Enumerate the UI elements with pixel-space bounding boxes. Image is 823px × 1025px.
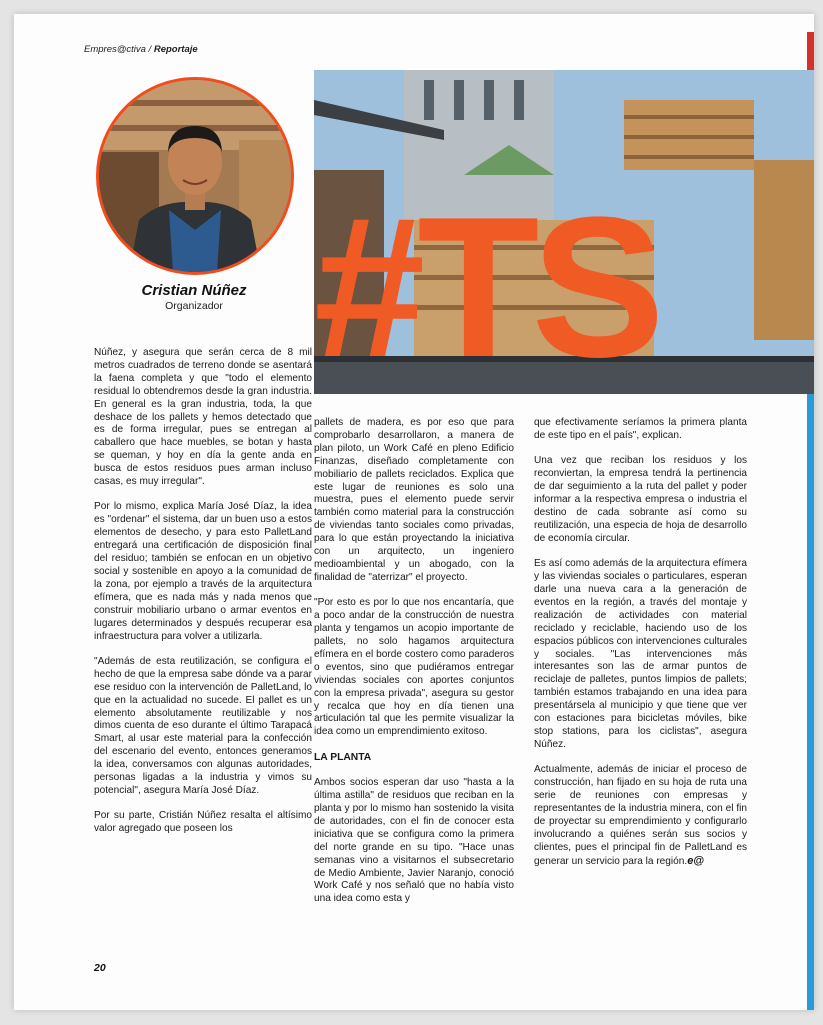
col2-paragraph-1: pallets de madera, es por eso que para comprobarlo desarrollaron, a manera de plan piloto, un Work Café en pleno Edificio Finanzas, diseñado completamente con mobiliario de pallets reciclados. Explica que este lugar de reuniones es solo una muestra, pues el elemento puede servir también como material para la construcción de viviendas tanto sociales como privadas, para lo que están proyectando la iniciativa con un arquitecto, un ingeniero medioambiental y un abogado, con la finalidad de "aterrizar" el proyecto. bbox=[314, 417, 514, 583]
col1-paragraph-2: Por lo mismo, explica María José Díaz, la idea es "ordenar" el sistema, dar un buen uso a estos elementos de desecho, y para esto PalletLand entregará una certificación de disposición final del residuo; también se enfocan en un objetivo social y sostenible en apoyo a la comunidad de la zona, por ejemplo a través de la arquitectura efímera, que es nada más y nada menos que construir mobiliario urbano o armar eventos en lugares determinados y después recuperar esa infraestructura para volver a utilizarla. bbox=[94, 501, 312, 642]
portrait-illustration bbox=[99, 80, 291, 272]
header-section: Reportaje bbox=[153, 44, 198, 55]
portrait-name: Cristian Núñez bbox=[141, 282, 247, 299]
section-subhead: LA PLANTA bbox=[314, 751, 372, 763]
col2-paragraph-2: "Por esto es por lo que nos encantaría, que a poco andar de la construcción de nuestra planta y tengamos un acopio importante de pallets, no solo hagamos arquitectura efímera en el borde costero como paraderos o eventos, sino que pudiéramos entregar viviendas sociales con aportes conjuntos con la empresa privada", asegura su gestor y recalca que hoy en día tienen una articulación tal que les permite visualizar la idea como un emprendimiento exitoso. bbox=[314, 597, 514, 738]
col3-paragraph-2: Una vez que reciban los residuos y los reconviertan, la empresa tendrá la pertinencia de dar seguimiento a la ruta del pallet y poder informar a la respectiva empresa o industria el destino de cada sobrante así como su reutilización, una especia de hoja de desarrollo de economía circular. bbox=[534, 455, 747, 544]
col1-paragraph-4: Por su parte, Cristián Núñez resalta el altísimo valor agregado que poseen los bbox=[94, 810, 312, 835]
col1-paragraph-1: Núñez, y asegura que serán cerca de 8 mil metros cuadrados de terreno donde se asentará la faena completa y que "todo el elemento residual lo obtendremos desde la gran industria. En general es la gran industria, toda, la que deshace de los pallets y hemos detectado que es de forma irregular, pues se entregan al caballero que hace muebles, se botan y hasta se queman, y hoy en día la gente anda en busca de estos residuos pues arman incluso casas, es muy irregular". bbox=[94, 347, 312, 488]
col3-paragraph-3: Es así como además de la arquitectura efímera y las viviendas sociales o particulares, esperan darle una nueva cara a la generación de eventos en la región, a través del montaje y realización de actividades con material reciclado y reciclable, haciendo uso de los espacios públicos con intervenciones culturales y sociales. "Las intervenciones más interesantes son las de armar puntos de reciclaje de palletes, puntos limpios de pallets; también estamos trabajando en una idea para presentársela al municipio y que tiene que ver con estaciones para bicicletas móviles, bike stop stations, para los ciclistas", asegura Núñez. bbox=[534, 558, 747, 750]
portrait-role: Organizador bbox=[165, 300, 223, 312]
article-column-3 bbox=[534, 417, 747, 881]
article-column-1 bbox=[94, 347, 312, 849]
col1-paragraph-3: "Además de esta reutilización, se configura el hecho de que la empresa sabe dónde va a parar ese residuo con la intervención de PalletLand, lo que en la actualidad no sucede. El pallet es un elemento absolutamente reutilizable y nos dimos cuenta de eso durante el último Tarapacá Smart, al usar este material para la confección del escenario del evento, entonces generamos la idea, conversamos con algunas autoridades, personas ligadas a la industria y vimos su potencial", asegura María José Díaz. bbox=[94, 655, 312, 796]
end-mark-icon: e@ bbox=[687, 854, 705, 867]
running-header: Empres@ctiva / Reportaje bbox=[84, 44, 198, 55]
page-number: 20 bbox=[94, 962, 106, 974]
hero-sign-text: #TS bbox=[314, 176, 657, 394]
hero-illustration bbox=[314, 70, 814, 394]
header-brand: Empres@ctiva bbox=[84, 44, 146, 55]
col3-paragraph-1: que efectivamente seríamos la primera planta de este tipo en el país", explican. bbox=[534, 417, 747, 441]
portrait-photo bbox=[96, 77, 294, 275]
magazine-page bbox=[14, 14, 814, 1010]
col3-paragraph-4: Actualmente, además de iniciar el proceso de construcción, han fijado en su hoja de ruta una serie de reuniones con empresas y representantes de la industria minera, con el fin de proyectar su emprendimiento y configurarlo involucrando a quiénes serán sus socios y clientes, pues el principal fin de PalletLand es generar un servicio para la región.e@ bbox=[534, 764, 747, 867]
article-column-2 bbox=[314, 417, 514, 919]
col2-paragraph-3: Ambos socios esperan dar uso "hasta a la última astilla" de residuos que reciban en la planta y por lo mismo han sostenido la visita de autoridades, con el fin de conocer esta iniciativa que se configura como la primera del norte grande en su tipo. "Hace unas semanas vino a visitarnos el subsecretario de Medio Ambiente, Javier Naranjo, conoció Work Café y nos señaló que no había visto una idea como esta y bbox=[314, 777, 514, 905]
hero-photo bbox=[314, 70, 814, 394]
